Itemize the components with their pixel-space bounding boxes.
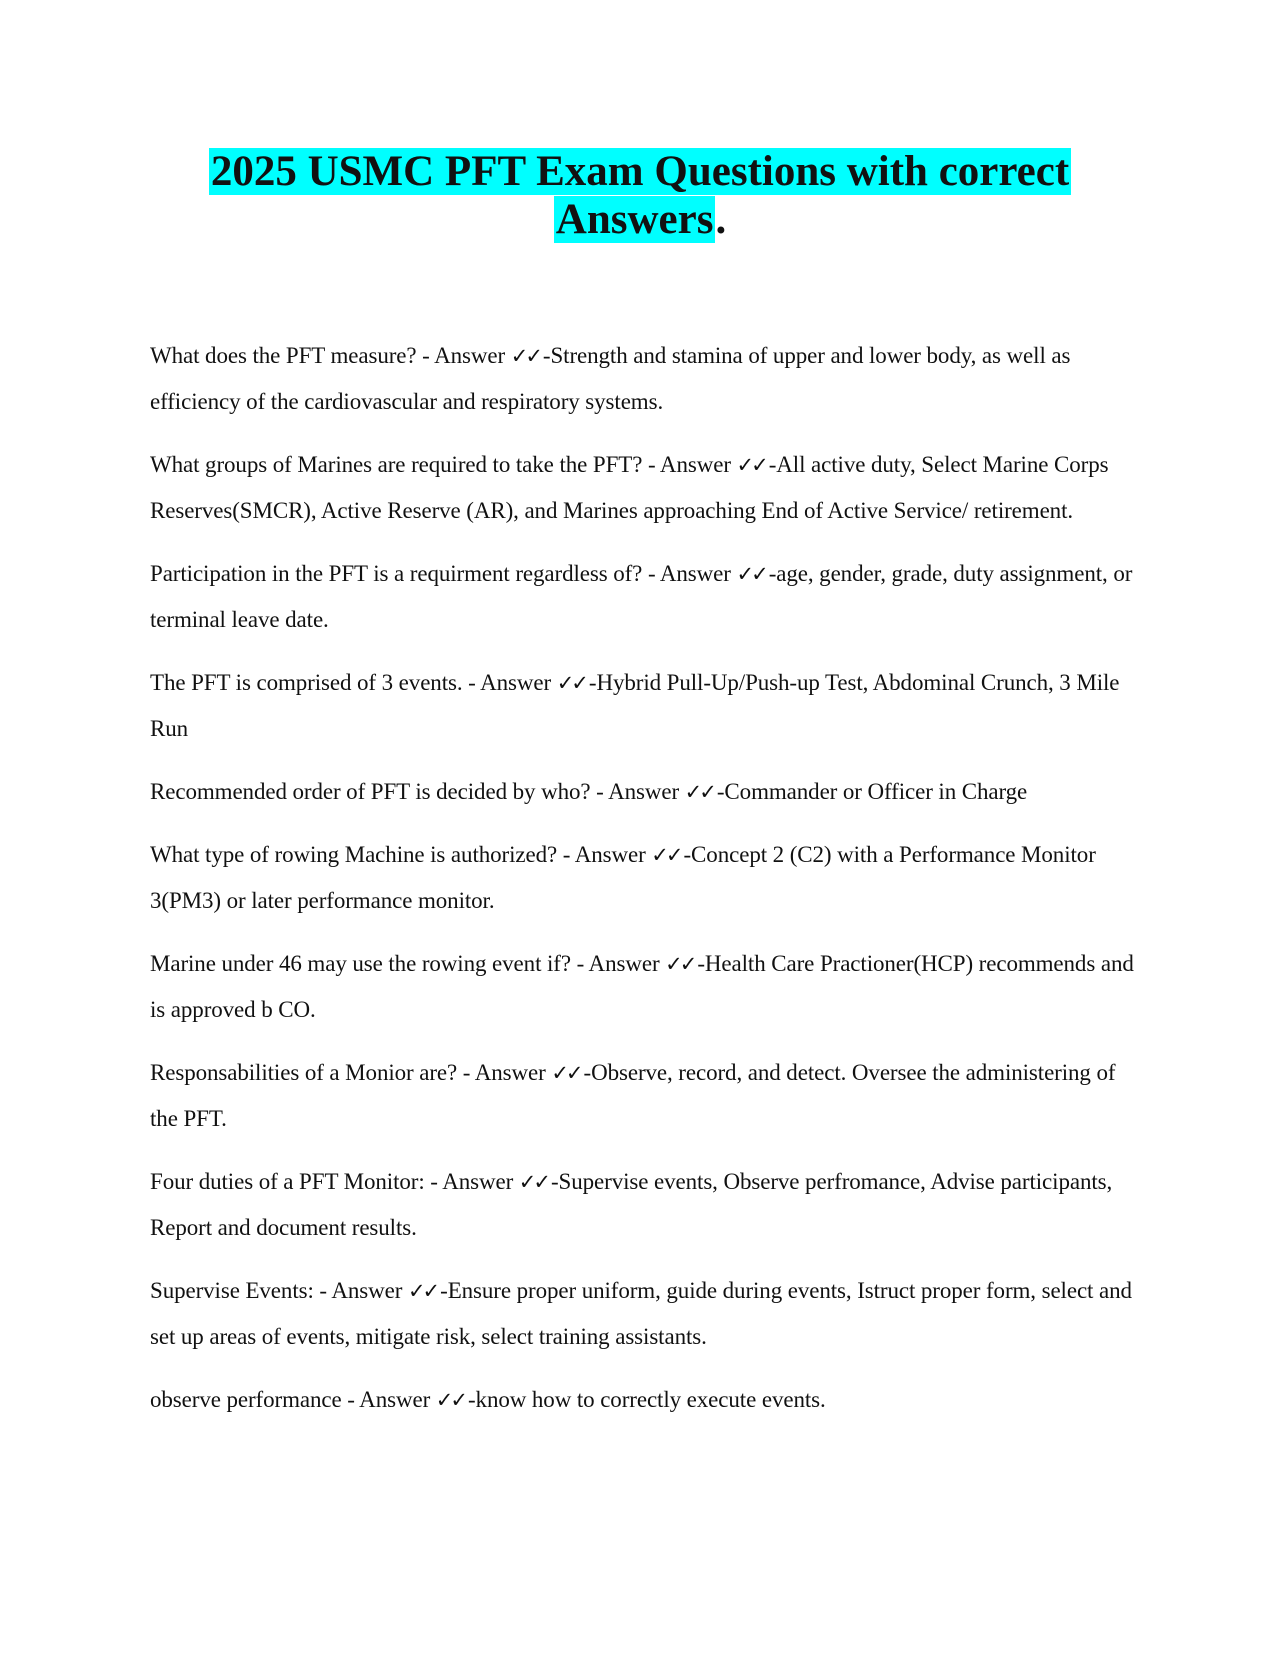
qa-entry: [150, 769, 1135, 815]
question-text: What groups of Marines are required to take the PFT?: [150, 452, 643, 477]
answer-separator: - Answer: [341, 1387, 436, 1412]
double-check-icon: ✓✓: [510, 344, 540, 368]
question-text: What type of rowing Machine is authorized?: [150, 842, 558, 867]
qa-entry: [150, 1159, 1135, 1251]
question-text: What does the PFT measure?: [150, 343, 417, 368]
answer-text: -know how to correctly execute events.: [467, 1387, 826, 1412]
qa-entry: [150, 442, 1135, 534]
double-check-icon: ✓✓: [518, 1170, 548, 1194]
double-check-icon: ✓✓: [736, 453, 766, 477]
question-text: Marine under 46 may use the rowing event if?: [150, 951, 571, 976]
answer-text: -Health Care Practioner(HCP) recommends and is approved b CO.: [150, 951, 1134, 1022]
answer-separator: - Answer: [570, 951, 666, 976]
answer-text: -Supervise events, Observe perfromance, Advise participants, Report and document results.: [150, 1169, 1113, 1240]
double-check-icon: ✓✓: [556, 671, 586, 695]
answer-separator: - Answer: [590, 779, 685, 804]
answer-separator: - Answer: [457, 1060, 552, 1085]
answer-separator: - Answer: [313, 1278, 408, 1303]
answer-text: -All active duty, Select Marine Corps Reserves(SMCR), Active Reserve (AR), and Marines approaching End of Active Service/ retirement.: [150, 452, 1109, 523]
qa-entry: [150, 333, 1135, 425]
question-text: Responsabilities of a Monior are?: [150, 1060, 458, 1085]
document-title: [140, 148, 1140, 244]
answer-text: -age, gender, grade, duty assignment, or terminal leave date.: [150, 561, 1133, 632]
question-text: Four duties of a PFT Monitor:: [150, 1169, 425, 1194]
question-text: Recommended order of PFT is decided by who?: [150, 779, 591, 804]
qa-entry: [150, 941, 1135, 1033]
question-text: Supervise Events:: [150, 1278, 314, 1303]
answer-text: -Observe, record, and detect. Oversee the administering of the PFT.: [150, 1060, 1116, 1131]
answer-separator: - Answer: [642, 452, 737, 477]
answer-separator: - Answer: [416, 343, 511, 368]
title-line-2: Answers: [555, 196, 714, 243]
answer-text: -Ensure proper uniform, guide during events, Istruct proper form, select and set up areas of events, mitigate risk, select training assistants.: [150, 1278, 1132, 1349]
double-check-icon: ✓✓: [551, 1061, 581, 1085]
double-check-icon: ✓✓: [407, 1279, 438, 1303]
answer-separator: - Answer: [642, 561, 737, 586]
qa-entry: [150, 660, 1135, 752]
qa-entry: [150, 551, 1135, 643]
title-line-1: 2025 USMC PFT Exam Questions with correct: [210, 148, 1070, 195]
double-check-icon: ✓✓: [665, 952, 695, 976]
qa-entry: [150, 1050, 1135, 1142]
qa-list: [150, 333, 1135, 1440]
question-text: The PFT is comprised of 3 events.: [150, 670, 463, 695]
double-check-icon: ✓✓: [736, 562, 766, 586]
qa-entry: [150, 1268, 1135, 1360]
answer-text: -Strength and stamina of upper and lower body, as well as efficiency of the cardiovascular and respiratory systems.: [150, 343, 1071, 414]
question-text: observe performance: [150, 1387, 342, 1412]
answer-text: -Concept 2 (C2) with a Performance Monitor 3(PM3) or later performance monitor.: [150, 842, 1096, 913]
title-period: .: [715, 196, 727, 243]
qa-entry: [150, 1377, 1135, 1423]
answer-separator: - Answer: [424, 1169, 519, 1194]
qa-entry: [150, 832, 1135, 924]
double-check-icon: ✓✓: [651, 843, 681, 867]
double-check-icon: ✓✓: [435, 1388, 465, 1412]
answer-separator: - Answer: [557, 842, 652, 867]
answer-separator: - Answer: [462, 670, 557, 695]
double-check-icon: ✓✓: [684, 780, 714, 804]
answer-text: -Hybrid Pull-Up/Push-up Test, Abdominal Crunch, 3 Mile Run: [150, 670, 1120, 741]
answer-text: -Commander or Officer in Charge: [716, 779, 1028, 804]
question-text: Participation in the PFT is a requirment regardless of?: [150, 561, 643, 586]
